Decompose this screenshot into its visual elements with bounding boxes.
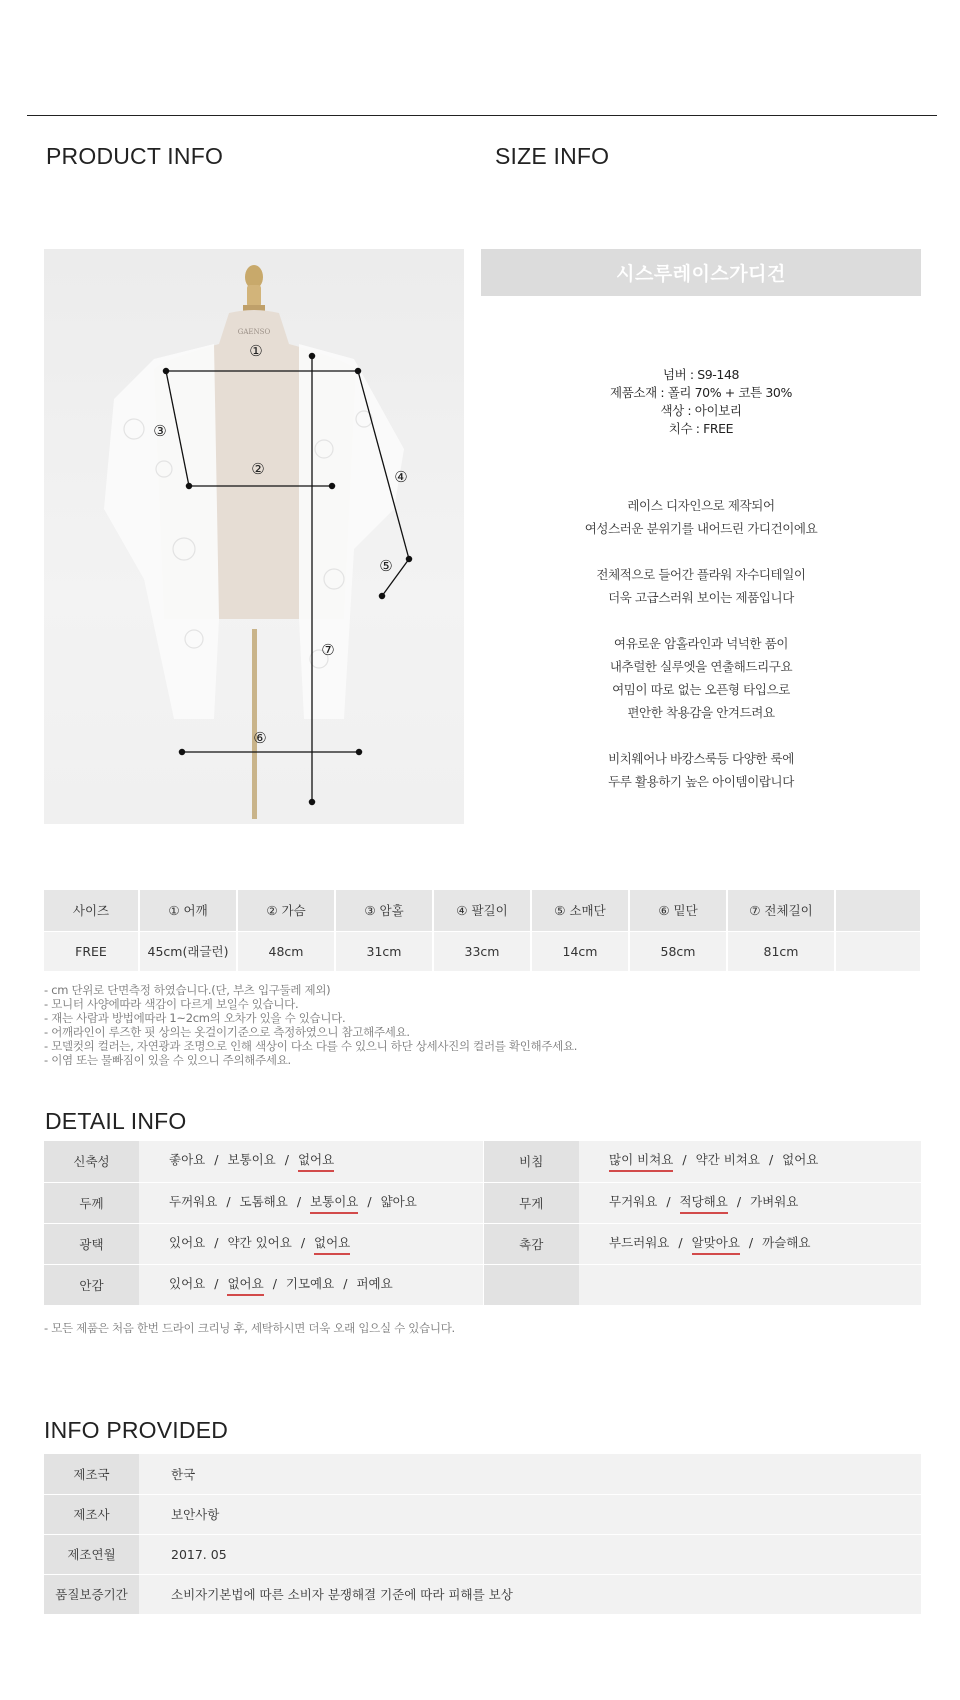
info-row [44, 1454, 921, 1494]
info-provided-table [44, 1454, 921, 1615]
detail-options [579, 1182, 921, 1223]
option-separator: / [736, 1193, 742, 1209]
option-separator: / [748, 1234, 754, 1250]
info-provided-heading: INFO PROVIDED [44, 1417, 229, 1443]
size-cell [835, 931, 921, 971]
care-note: - 모든 제품은 처음 한번 드라이 크리닝 후, 세탁하시면 더욱 오래 입으실 수 있습니다. [44, 1321, 455, 1335]
size-cell: 48cm [237, 931, 335, 971]
cardigan-left [104, 344, 219, 719]
option-separator: / [367, 1193, 372, 1209]
detail-options [139, 1141, 483, 1182]
option-separator: / [343, 1275, 348, 1291]
spec-number: 넘버 : S9-148 [662, 367, 740, 382]
size-cell: 14cm [531, 931, 629, 971]
description-paragraph: 비치웨어나 바캉스룩등 다양한 룩에 두루 활용하기 높은 아이템이랍니다 [608, 751, 794, 789]
detail-label: 두께 [44, 1182, 139, 1223]
detail-option: 두꺼워요 [169, 1193, 218, 1209]
spec-material: 제품소재 : 폴리 70% + 코튼 30% [610, 385, 792, 400]
detail-options [139, 1182, 483, 1223]
detail-option: 까슬해요 [762, 1234, 811, 1250]
detail-options [579, 1141, 921, 1182]
option-separator: / [296, 1193, 302, 1209]
detail-option: 있어요 [169, 1275, 206, 1291]
stand-pole [252, 629, 257, 819]
option-separator: / [272, 1275, 277, 1291]
detail-option: 부드러워요 [609, 1234, 670, 1250]
product-photo [44, 249, 464, 824]
detail-option-selected: 없어요 [298, 1150, 334, 1172]
product-specs [481, 366, 921, 438]
size-cell: 31cm [335, 931, 433, 971]
detail-row [44, 1141, 921, 1182]
marker-4: ④ [394, 468, 408, 486]
detail-table [44, 1141, 921, 1306]
info-label: 제조사 [44, 1494, 139, 1534]
product-name-bar [481, 249, 921, 296]
size-cell: 33cm [433, 931, 531, 971]
detail-option-selected: 없어요 [227, 1274, 263, 1296]
detail-label: 신축성 [44, 1141, 139, 1182]
detail-info-heading: DETAIL INFO [45, 1108, 187, 1134]
info-row [44, 1494, 921, 1534]
info-value: 보안사항 [139, 1494, 921, 1534]
spec-size: 치수 : FREE [668, 421, 734, 436]
marker-1: ① [249, 342, 263, 360]
detail-options [139, 1223, 483, 1264]
size-cell: 81cm [727, 931, 835, 971]
note-line: - cm 단위로 단면측정 하였습니다.(단, 부츠 입구둘레 제외) [44, 983, 331, 997]
detail-option: 얇아요 [380, 1193, 417, 1209]
detail-label: 광택 [44, 1223, 139, 1264]
info-label: 제조연월 [44, 1534, 139, 1574]
size-table-header [44, 890, 921, 931]
note-line: - 모델컷의 컬러는, 자연광과 조명으로 인해 색상이 다소 다를 수 있으니 하단 상세사진의 컬러를 확인해주세요. [44, 1039, 578, 1053]
detail-options [139, 1264, 483, 1305]
detail-options [579, 1264, 921, 1305]
size-table-row [44, 931, 921, 971]
marker-5: ⑤ [379, 557, 393, 575]
detail-option: 약간 비쳐요 [695, 1152, 760, 1168]
detail-option: 좋아요 [169, 1152, 206, 1168]
detail-label: 무게 [483, 1182, 579, 1223]
size-table [44, 890, 922, 971]
info-value: 2017. 05 [139, 1534, 921, 1574]
detail-option: 도톰해요 [239, 1193, 288, 1209]
detail-label [483, 1264, 579, 1305]
note-line: - 재는 사람과 방법에따라 1~2cm의 오차가 있을 수 있습니다. [44, 1011, 346, 1025]
detail-label: 촉감 [483, 1223, 579, 1264]
option-separator: / [214, 1152, 219, 1168]
size-notes [44, 983, 577, 1067]
option-separator: / [768, 1152, 774, 1168]
detail-option: 퍼예요 [356, 1275, 393, 1291]
detail-row [44, 1223, 921, 1264]
note-line: - 이염 또는 물빠짐이 있을 수 있으니 주의해주세요. [44, 1053, 291, 1067]
marker-7: ⑦ [321, 641, 335, 659]
info-value: 한국 [139, 1454, 921, 1494]
detail-option-selected: 많이 비쳐요 [609, 1150, 673, 1172]
detail-row [44, 1182, 921, 1223]
option-separator: / [214, 1234, 219, 1250]
size-header-cell: ① 어깨 [139, 890, 237, 931]
detail-option-selected: 적당해요 [680, 1192, 728, 1214]
detail-option-selected: 보통이요 [310, 1192, 358, 1214]
detail-option: 없어요 [782, 1152, 819, 1168]
detail-option: 있어요 [169, 1234, 206, 1250]
cardigan-right [299, 344, 404, 719]
size-header-cell: ⑥ 밑단 [629, 890, 727, 931]
detail-option-selected: 알맞아요 [692, 1233, 740, 1255]
product-description [481, 494, 921, 816]
top-divider [27, 115, 937, 116]
detail-option: 약간 있어요 [227, 1234, 292, 1250]
detail-row [44, 1264, 921, 1305]
detail-label: 안감 [44, 1264, 139, 1305]
product-info-heading: PRODUCT INFO [46, 143, 224, 169]
size-cell: FREE [44, 931, 139, 971]
size-header-cell: ③ 암홀 [335, 890, 433, 931]
detail-option: 가벼워요 [750, 1193, 799, 1209]
mannequin-illustration [44, 249, 464, 824]
detail-option: 무거워요 [609, 1193, 658, 1209]
size-info-heading: SIZE INFO [495, 143, 610, 169]
size-cell: 58cm [629, 931, 727, 971]
svg-text:GAENSO: GAENSO [237, 328, 271, 336]
option-separator: / [300, 1234, 306, 1250]
detail-label: 비침 [483, 1141, 579, 1182]
option-separator: / [666, 1193, 671, 1209]
detail-options [579, 1223, 921, 1264]
info-label: 제조국 [44, 1454, 139, 1494]
option-separator: / [214, 1275, 219, 1291]
note-line: - 어깨라인이 루즈한 핏 상의는 옷걸이기준으로 측정하였으니 참고해주세요. [44, 1025, 410, 1039]
info-row [44, 1534, 921, 1574]
option-separator: / [284, 1152, 289, 1168]
detail-option-selected: 없어요 [314, 1233, 350, 1255]
info-row [44, 1574, 921, 1614]
info-value: 소비자기본법에 따른 소비자 분쟁해결 기준에 따라 피해를 보상 [139, 1574, 921, 1614]
info-label: 품질보증기간 [44, 1574, 139, 1614]
note-line: - 모니터 사양에따라 색감이 다르게 보일수 있습니다. [44, 997, 299, 1011]
spec-color: 색상 : 아이보리 [660, 403, 742, 418]
description-paragraph: 여유로운 암홀라인과 넉넉한 품이 내추럴한 실루엣을 연출해드리구요 여밈이 따로 없는 오픈형 타입으로 편안한 착용감을 안겨드려요 [609, 636, 793, 720]
size-cell: 45cm(래글런) [139, 931, 237, 971]
marker-2: ② [251, 460, 265, 478]
product-name: 시스루레이스가디건 [616, 263, 786, 285]
size-header-cell: ⑤ 소매단 [531, 890, 629, 931]
size-header-cell: ② 가슴 [237, 890, 335, 931]
marker-3: ③ [153, 422, 167, 440]
size-header-cell: 사이즈 [44, 890, 139, 931]
marker-6: ⑥ [253, 729, 267, 747]
option-separator: / [682, 1152, 687, 1168]
description-paragraph: 레이스 디자인으로 제작되어 여성스러운 분위기를 내어드린 가디건이에요 [584, 498, 818, 536]
size-header-cell: ④ 팔길이 [433, 890, 531, 931]
size-header-cell [835, 890, 921, 931]
detail-option: 기모예요 [285, 1275, 335, 1291]
description-paragraph: 전체적으로 들어간 플라워 자수디테일이 더욱 고급스러워 보이는 제품입니다 [596, 567, 806, 605]
option-separator: / [226, 1193, 231, 1209]
option-separator: / [678, 1234, 683, 1250]
size-header-cell: ⑦ 전체길이 [727, 890, 835, 931]
detail-option: 보통이요 [227, 1152, 276, 1168]
